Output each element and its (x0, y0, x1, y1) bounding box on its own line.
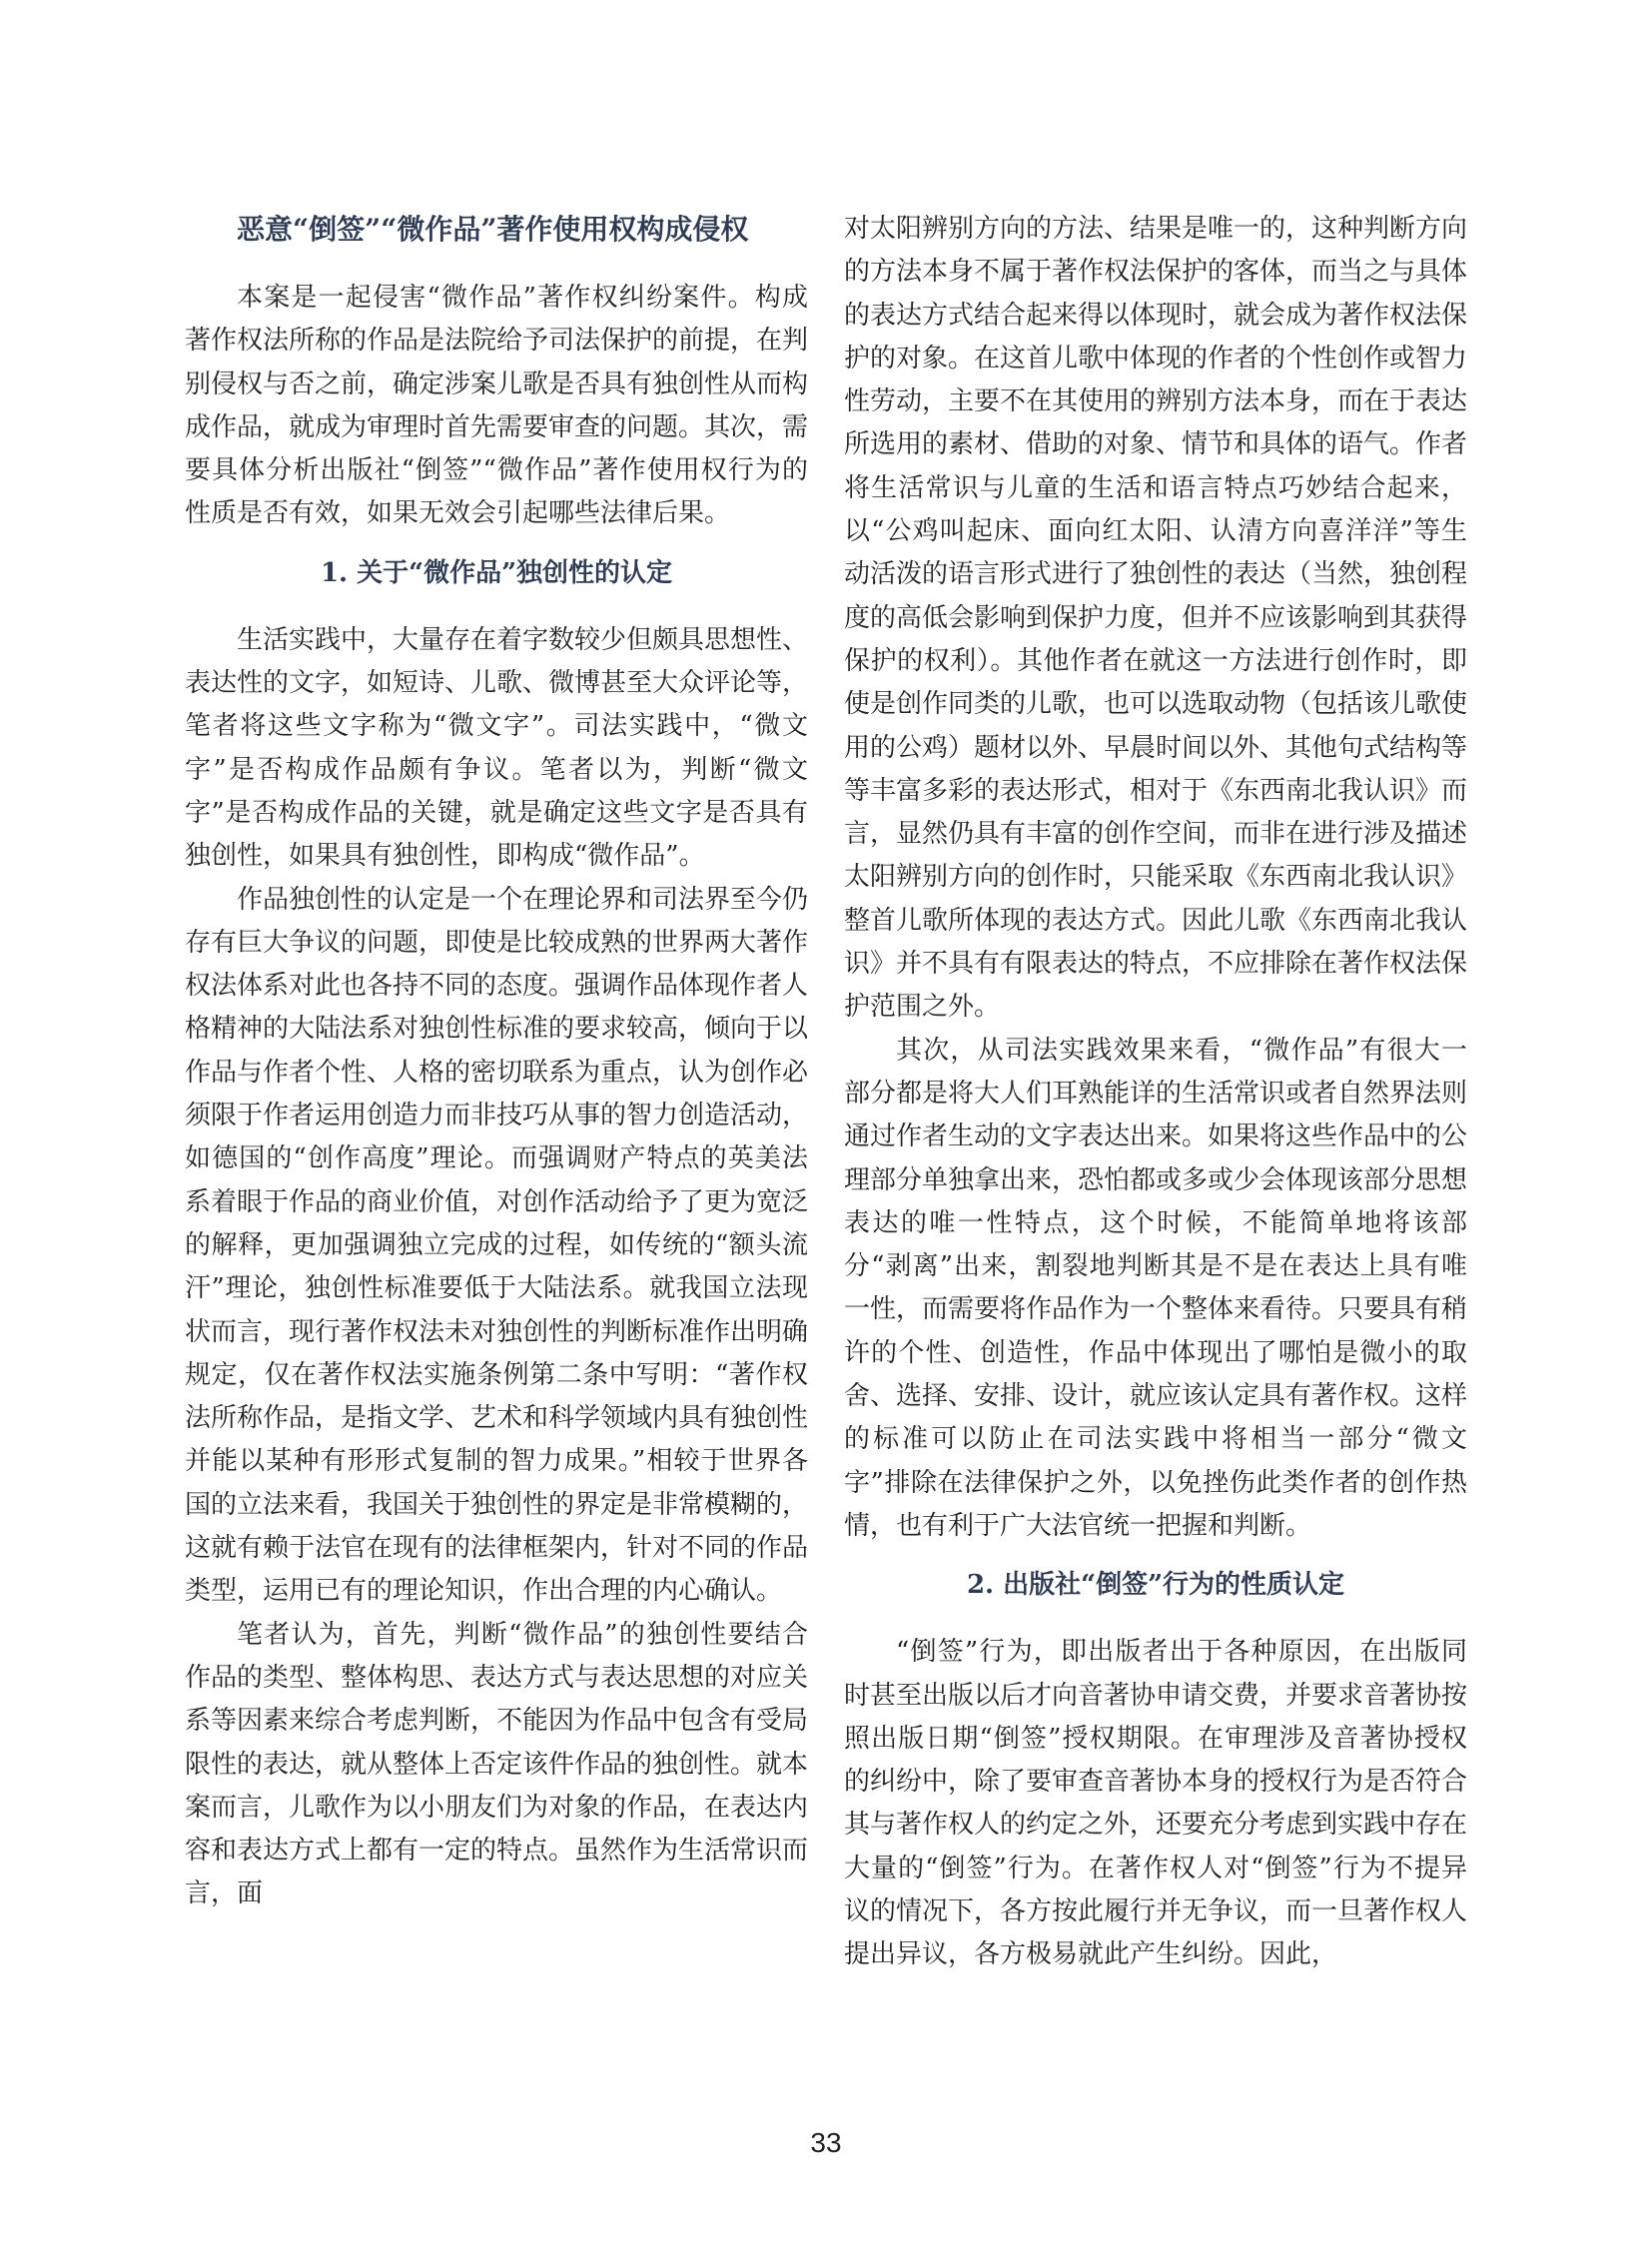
left-column (185, 208, 808, 1916)
paragraph: “倒签”行为，即出版者出于各种原因，在出版同时甚至出版以后才向音著协申请交费，并要求音著协按照出版日期“倒签”授权期限。在审理涉及音著协授权的纠纷中，除了要审查音著协本身的授权行为是否符合其与著作权人的约定之外，还要充分考虑到实践中存在大量的“倒签”行为。在著作权人对“倒签”行为不提异议的情况下，各方按此履行并无争议，而一旦著作权人提出异议，各方极易就此产生纠纷。因此， (844, 1637, 1468, 1970)
paragraph: 作品独创性的认定是一个在理论界和司法界至今仍存有巨大争议的问题，即使是比较成熟的世界两大著作权法体系对此也各持不同的态度。强调作品体现作者人格精神的大陆法系对独创性标准的要求较高，倾向于以作品与作者个性、人格的密切联系为重点，认为创作必须限于作者运用创造力而非技巧从事的智力创造活动，如德国的“创作高度”理论。而强调财产特点的英美法系着眼于作品的商业价值，对创作活动给予了更为宽泛的解释，更加强调独立完成的过程，如传统的“额头流汗”理论，独创性标准要低于大陆法系。就我国立法现状而言，现行著作权法未对独创性的判断标准作出明确规定，仅在著作权法实施条例第二条中写明：“著作权法所称作品，是指文学、艺术和科学领域内具有独创性并能以某种有形形式复制的智力成果。”相较于世界各国的立法来看，我国关于独创性的界定是非常模糊的，这就有赖于法官在现有的法律框架内，针对不同的作品类型，运用已有的理论知识，作出合理的内心确认。 (185, 884, 809, 1607)
section-title: 恶意“倒签”“微作品”著作使用权构成侵权 (237, 213, 749, 246)
paragraph: 对太阳辨别方向的方法、结果是唯一的，这种判断方向的方法本身不属于著作权法保护的客体，而当之与具体的表达方式结合起来得以体现时，就会成为著作权法保护的对象。在这首儿歌中体现的作者的个性创作或智力性劳动，主要不在其使用的辨别方法本身，而在于表达所选用的素材、借助的对象、情节和具体的语气。作者将生活常识与儿童的生活和语言特点巧妙结合起来，以“公鸡叫起床、面向红太阳、认清方向喜洋洋”等生动活泼的语言形式进行了独创性的表达（当然，独创程度的高低会影响到保护力度，但并不应该影响到其获得保护的权利）。其他作者在就这一方法进行创作时，即使是创作同类的儿歌，也可以选取动物（包括该儿歌使用的公鸡）题材以外、早晨时间以外、其他句式结构等等丰富多彩的表达形式，相对于《东西南北我认识》而言，显然仍具有丰富的创作空间，而非在进行涉及描述太阳辨别方向的创作时，只能采取《东西南北我认识》整首儿歌所体现的表达方式。因此儿歌《东西南北我认识》并不具有有限表达的特点，不应排除在著作权法保护范围之外。 (844, 214, 1468, 1023)
paragraph: 生活实践中，大量存在着字数较少但颇具思想性、表达性的文字，如短诗、儿歌、微博甚至大众评论等，笔者将这些文字称为“微文字”。司法实践中，“微文字”是否构成作品颇有争议。笔者以为，判断“微文字”是否构成作品的关键，就是确定这些文字是否具有独创性，如果具有独创性，即构成“微作品”。 (185, 624, 809, 872)
paragraph: 本案是一起侵害“微作品”著作权纠纷案件。构成著作权法所称的作品是法院给予司法保护的前提，在判别侵权与否之前，确定涉案儿歌是否具有独创性从而构成作品，就成为审理时首先需要审查的问题。其次，需要具体分析出版社“倒签”“微作品”著作使用权行为的性质是否有效，如果无效会引起哪些法律后果。 (185, 283, 809, 529)
paragraph: 其次，从司法实践效果来看，“微作品”有很大一部分都是将大人们耳熟能详的生活常识或者自然界法则通过作者生动的文字表达出来。如果将这些作品中的公理部分单独拿出来，恐怕都或多或少会体现该部分思想表达的唯一性特点，这个时候，不能简单地将该部分“剥离”出来，割裂地判断其是不是在表达上具有唯一性，而需要将作品作为一个整体来看待。只要具有稍许的个性、创造性，作品中体现出了哪怕是微小的取舍、选择、安排、设计，就应该认定具有著作权。这样的标准可以防止在司法实践中将相当一部分“微文字”排除在法律保护之外，以免挫伤此类作者的创作热情，也有利于广大法官统一把握和判断。 (844, 1035, 1468, 1541)
right-column (844, 208, 1467, 1977)
subheading-originality: 1. 关于“微作品”独创性的认定 (320, 557, 673, 588)
page-number: 33 (810, 2127, 842, 2158)
subheading-backdating: 2. 出版社“倒签”行为的性质认定 (966, 1570, 1345, 1601)
paragraph: 笔者认为，首先，判断“微作品”的独创性要结合作品的类型、整体构思、表达方式与表达思想的对应关系等因素来综合考虑判断，不能因为作品中包含有受局限性的表达，就从整体上否定该件作品的独创性。就本案而言，儿歌作为以小朋友们为对象的作品，在表达内容和表达方式上都有一定的特点。虽然作为生活常识而言，面 (185, 1619, 809, 1909)
